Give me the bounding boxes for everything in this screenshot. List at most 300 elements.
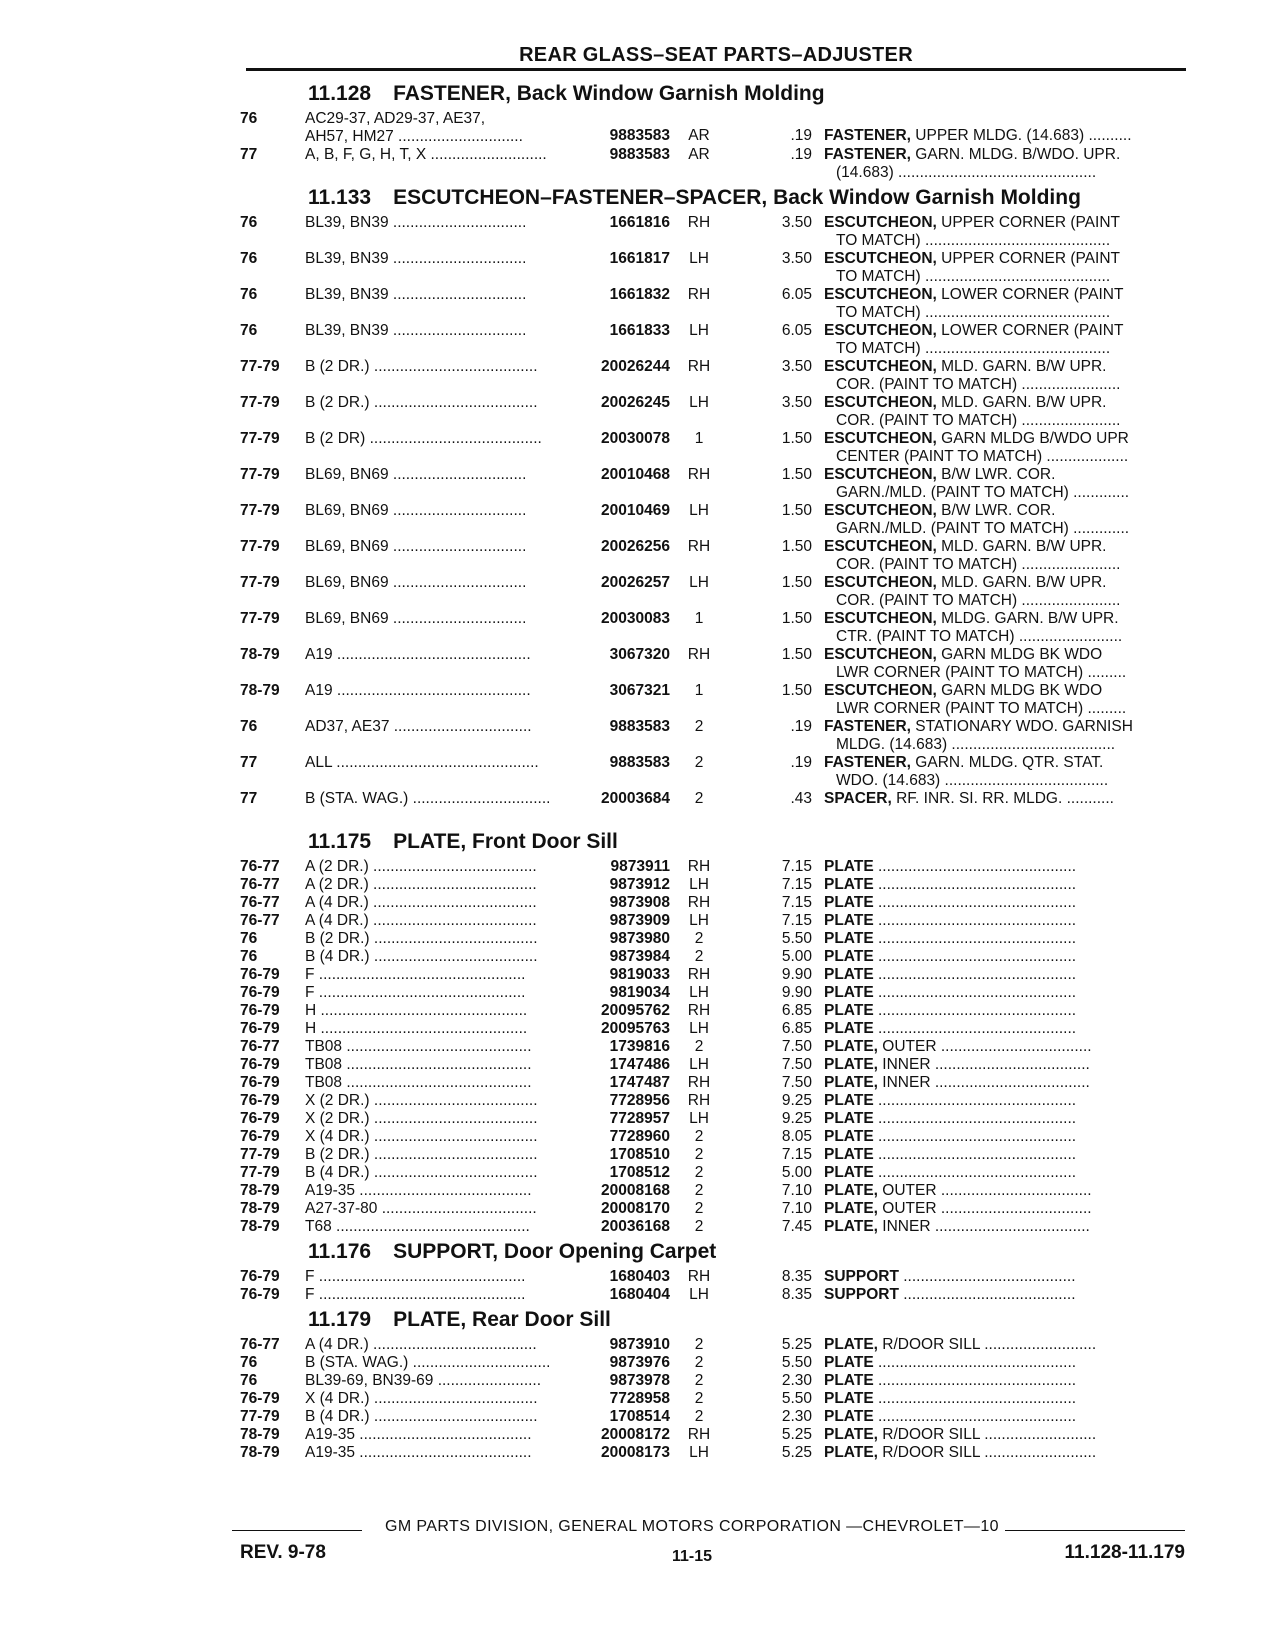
price: 9.25 <box>781 1110 812 1127</box>
price: 7.15 <box>781 894 812 911</box>
model-year: 76 <box>240 286 258 303</box>
quantity: 2 <box>694 930 704 947</box>
application-line: TB08 ........................................... <box>305 1056 532 1073</box>
part-number: 20026245 <box>601 394 670 411</box>
parts-row <box>240 538 1186 574</box>
description-text: R/DOOR SILL .......................... <box>882 1444 1097 1461</box>
model-year: 77-79 <box>240 538 280 555</box>
price: 7.10 <box>781 1200 812 1217</box>
description-continued: TO MATCH) ........................................... <box>836 268 1111 285</box>
description-text: RF. INR. SI. RR. MLDG. ........... <box>896 790 1114 807</box>
application <box>305 394 577 412</box>
quantity: RH <box>687 1426 711 1443</box>
description-name: PLATE, <box>824 1056 878 1073</box>
price: .19 <box>790 127 812 144</box>
description-name: ESCUTCHEON, <box>824 466 937 483</box>
description <box>824 1426 1186 1444</box>
part-number: 20010468 <box>601 466 670 483</box>
model-year: 76-79 <box>240 1002 280 1019</box>
description-text: ........................................ <box>903 1286 1076 1303</box>
part-number: 9873984 <box>609 948 670 965</box>
section-title: SUPPORT, Door Opening Carpet <box>393 1240 717 1263</box>
application <box>305 574 577 592</box>
section-number: 11.176 <box>308 1240 372 1263</box>
quantity: 2 <box>694 754 704 771</box>
part-number: 7728960 <box>609 1128 670 1145</box>
description <box>824 1200 1186 1218</box>
model-year: 78-79 <box>240 646 280 663</box>
parts-row <box>240 1390 1186 1408</box>
application-line: A (2 DR.) ...................................... <box>305 858 537 875</box>
parts-row <box>240 718 1186 754</box>
parts-row <box>240 610 1186 646</box>
description-text: .............................................. <box>877 930 1077 947</box>
application <box>305 110 577 146</box>
model-year: 76-79 <box>240 1268 280 1285</box>
model-year: 76-77 <box>240 876 280 893</box>
price: 8.35 <box>781 1286 812 1303</box>
description-name: PLATE <box>824 930 874 947</box>
description-text: INNER .................................... <box>882 1074 1090 1091</box>
description-continued: LWR CORNER (PAINT TO MATCH) ......... <box>836 700 1127 717</box>
price: 7.45 <box>781 1218 812 1235</box>
description-text: GARN. MLDG. B/WDO. UPR. <box>915 146 1121 163</box>
application-line: BL39, BN39 ............................... <box>305 250 527 267</box>
description <box>824 1268 1186 1286</box>
description-continued: COR. (PAINT TO MATCH) ....................... <box>836 556 1121 573</box>
part-number: 20026257 <box>601 574 670 591</box>
parts-row <box>240 930 1186 948</box>
model-year: 77-79 <box>240 430 280 447</box>
part-number: 20003684 <box>601 790 670 807</box>
description <box>824 1336 1186 1354</box>
application-line: BL39, BN39 ............................... <box>305 322 527 339</box>
parts-row <box>240 1146 1186 1164</box>
description-name: PLATE <box>824 1020 874 1037</box>
parts-row <box>240 1268 1186 1286</box>
quantity: 2 <box>694 718 704 735</box>
application-line: B (2 DR.) ...................................... <box>305 1146 538 1163</box>
quantity: 2 <box>694 1354 704 1371</box>
parts-row <box>240 966 1186 984</box>
description-name: ESCUTCHEON, <box>824 322 937 339</box>
application <box>305 1218 577 1236</box>
description <box>824 1110 1186 1128</box>
price: 7.15 <box>781 1146 812 1163</box>
application-line: B (STA. WAG.) ................................ <box>305 1354 551 1371</box>
parts-row <box>240 502 1186 538</box>
quantity: 2 <box>694 1408 704 1425</box>
model-year: 76-79 <box>240 984 280 1001</box>
description <box>824 682 1186 718</box>
description-name: PLATE <box>824 912 874 929</box>
application-line: A (4 DR.) ...................................... <box>305 894 537 911</box>
parts-row <box>240 466 1186 502</box>
application-line: AH57, HM27 ............................. <box>305 128 523 145</box>
application-line: B (2 DR) ........................................ <box>305 430 542 447</box>
parts-row <box>240 1110 1186 1128</box>
application <box>305 894 577 912</box>
description-name: PLATE, <box>824 1200 878 1217</box>
price: 1.50 <box>781 430 812 447</box>
parts-row <box>240 1218 1186 1236</box>
part-number: 1661832 <box>609 286 670 303</box>
price: 1.50 <box>781 538 812 555</box>
section-heading <box>240 182 1186 214</box>
description-text: GARN MLDG BK WDO <box>941 646 1103 663</box>
model-year: 76 <box>240 1354 258 1371</box>
description-text: UPPER CORNER (PAINT <box>941 250 1120 267</box>
description-continued: TO MATCH) ........................................... <box>836 340 1111 357</box>
footer-rule-right <box>1005 1530 1185 1531</box>
parts-row <box>240 876 1186 894</box>
model-year: 77-79 <box>240 1146 280 1163</box>
part-number: 7728957 <box>609 1110 670 1127</box>
application-line: A27-37-80 .................................... <box>305 1200 537 1217</box>
application <box>305 286 577 304</box>
quantity: RH <box>687 466 711 483</box>
description-continued: COR. (PAINT TO MATCH) ....................... <box>836 376 1121 393</box>
quantity: LH <box>689 1110 709 1127</box>
application <box>305 876 577 894</box>
quantity: LH <box>689 984 709 1001</box>
application <box>305 1354 577 1372</box>
description-name: FASTENER, <box>824 146 911 163</box>
description <box>824 1354 1186 1372</box>
part-number: 9873909 <box>609 912 670 929</box>
price: 5.00 <box>781 1164 812 1181</box>
description <box>824 718 1186 754</box>
parts-row <box>240 754 1186 790</box>
application-line: AD37, AE37 ................................ <box>305 718 532 735</box>
description-continued: TO MATCH) ........................................... <box>836 304 1111 321</box>
part-number: 1739816 <box>609 1038 670 1055</box>
description-name: PLATE <box>824 1390 874 1407</box>
description <box>824 966 1186 984</box>
description-name: ESCUTCHEON, <box>824 646 937 663</box>
model-year: 78-79 <box>240 1200 280 1217</box>
model-year: 76 <box>240 322 258 339</box>
part-number: 20095763 <box>601 1020 670 1037</box>
description <box>824 1372 1186 1390</box>
application <box>305 646 577 664</box>
description <box>824 322 1186 358</box>
application-line: A19 ............................................. <box>305 682 531 699</box>
model-year: 76-77 <box>240 1336 280 1353</box>
description-continued: CENTER (PAINT TO MATCH) ................... <box>836 448 1129 465</box>
quantity: RH <box>687 1268 711 1285</box>
application-line: H ................................................ <box>305 1020 528 1037</box>
parts-row <box>240 894 1186 912</box>
quantity: 1 <box>694 610 704 627</box>
quantity: RH <box>687 286 711 303</box>
model-year: 76 <box>240 110 258 127</box>
price: 1.50 <box>781 610 812 627</box>
parts-row <box>240 146 1186 182</box>
application-line: X (4 DR.) ...................................... <box>305 1390 538 1407</box>
description <box>824 984 1186 1002</box>
quantity: LH <box>689 1444 709 1461</box>
price: .19 <box>790 754 812 771</box>
parts-row <box>240 1092 1186 1110</box>
part-number: 1708512 <box>609 1164 670 1181</box>
application <box>305 858 577 876</box>
description <box>824 1444 1186 1462</box>
description <box>824 1286 1186 1304</box>
quantity: LH <box>689 502 709 519</box>
price: 3.50 <box>781 214 812 231</box>
application <box>305 1164 577 1182</box>
model-year: 77-79 <box>240 502 280 519</box>
description-continued: MLDG. (14.683) ...................................... <box>836 736 1116 753</box>
model-year: 76-79 <box>240 1074 280 1091</box>
application-line: BL39-69, BN39-69 ........................ <box>305 1372 542 1389</box>
quantity: LH <box>689 1020 709 1037</box>
section-number: 11.133 <box>308 186 372 209</box>
price: 9.90 <box>781 984 812 1001</box>
model-year: 76-79 <box>240 1110 280 1127</box>
description-continued: CTR. (PAINT TO MATCH) ........................ <box>836 628 1123 645</box>
description <box>824 250 1186 286</box>
description <box>824 1074 1186 1092</box>
price: 2.30 <box>781 1372 812 1389</box>
price: 8.35 <box>781 1268 812 1285</box>
description-name: SPACER, <box>824 790 892 807</box>
part-number: 9873976 <box>609 1354 670 1371</box>
model-year: 77-79 <box>240 394 280 411</box>
description-name: PLATE <box>824 858 874 875</box>
description-text: MLD. GARN. B/W UPR. <box>941 358 1107 375</box>
price: 1.50 <box>781 646 812 663</box>
description-text: UPPER CORNER (PAINT <box>941 214 1120 231</box>
description <box>824 1092 1186 1110</box>
quantity: RH <box>687 1002 711 1019</box>
description-name: PLATE <box>824 1372 874 1389</box>
part-number: 1708514 <box>609 1408 670 1425</box>
section-title: FASTENER, Back Window Garnish Molding <box>393 82 825 105</box>
price: 7.15 <box>781 912 812 929</box>
quantity: 1 <box>694 430 704 447</box>
price: 1.50 <box>781 502 812 519</box>
parts-row <box>240 1408 1186 1426</box>
description-text: UPPER MLDG. (14.683) .......... <box>915 127 1132 144</box>
quantity: AR <box>688 146 710 163</box>
description-text: .............................................. <box>877 1128 1077 1145</box>
description <box>824 610 1186 646</box>
price: 5.25 <box>781 1426 812 1443</box>
parts-row <box>240 358 1186 394</box>
description <box>824 1128 1186 1146</box>
quantity: RH <box>687 214 711 231</box>
parts-row <box>240 1444 1186 1462</box>
application <box>305 1110 577 1128</box>
parts-row <box>240 790 1186 826</box>
application <box>305 1444 577 1462</box>
description-name: PLATE, <box>824 1182 878 1199</box>
model-year: 76-77 <box>240 894 280 911</box>
description-name: PLATE, <box>824 1426 878 1443</box>
parts-row <box>240 1426 1186 1444</box>
model-year: 77-79 <box>240 358 280 375</box>
description <box>824 430 1186 466</box>
model-year: 77-79 <box>240 466 280 483</box>
part-number: 20026256 <box>601 538 670 555</box>
application <box>305 1390 577 1408</box>
description-text: STATIONARY WDO. GARNISH <box>915 718 1133 735</box>
parts-row <box>240 912 1186 930</box>
part-number: 1680403 <box>609 1268 670 1285</box>
application-line: TB08 ........................................... <box>305 1038 532 1055</box>
section-number: 11.179 <box>308 1308 372 1331</box>
price: 5.00 <box>781 948 812 965</box>
description <box>824 127 1186 145</box>
description <box>824 574 1186 610</box>
application-line: B (2 DR.) ...................................... <box>305 358 538 375</box>
description-continued: COR. (PAINT TO MATCH) ....................... <box>836 592 1121 609</box>
description-text: R/DOOR SILL .......................... <box>882 1426 1097 1443</box>
application-line: ALL ............................................... <box>305 754 539 771</box>
application <box>305 984 577 1002</box>
description-name: FASTENER, <box>824 718 911 735</box>
part-number: 1708510 <box>609 1146 670 1163</box>
description-name: ESCUTCHEON, <box>824 214 937 231</box>
description-name: ESCUTCHEON, <box>824 574 937 591</box>
parts-row <box>240 1336 1186 1354</box>
description <box>824 358 1186 394</box>
section-number: 11.175 <box>308 830 372 853</box>
description-name: PLATE <box>824 894 874 911</box>
description <box>824 858 1186 876</box>
quantity: 2 <box>694 1146 704 1163</box>
model-year: 76 <box>240 948 258 965</box>
part-number: 9873908 <box>609 894 670 911</box>
application-line: F ................................................ <box>305 966 526 983</box>
application-line: F ................................................ <box>305 1286 526 1303</box>
application-line: B (4 DR.) ...................................... <box>305 948 538 965</box>
title-rule <box>246 68 1186 71</box>
quantity: LH <box>689 574 709 591</box>
description <box>824 948 1186 966</box>
description-text: GARN MLDG B/WDO UPR <box>941 430 1129 447</box>
quantity: RH <box>687 538 711 555</box>
description-name: PLATE <box>824 1128 874 1145</box>
quantity: 2 <box>694 1200 704 1217</box>
model-year: 77-79 <box>240 610 280 627</box>
price: 1.50 <box>781 466 812 483</box>
description-name: ESCUTCHEON, <box>824 502 937 519</box>
description-continued: LWR CORNER (PAINT TO MATCH) ......... <box>836 664 1127 681</box>
description-text: GARN MLDG BK WDO <box>941 682 1103 699</box>
application-line: F ................................................ <box>305 984 526 1001</box>
parts-row <box>240 646 1186 682</box>
description <box>824 930 1186 948</box>
model-year: 78-79 <box>240 1218 280 1235</box>
description <box>824 876 1186 894</box>
quantity: AR <box>688 127 710 144</box>
quantity: LH <box>689 394 709 411</box>
description-name: ESCUTCHEON, <box>824 250 937 267</box>
section-heading <box>240 78 1186 110</box>
description-continued: GARN./MLD. (PAINT TO MATCH) ............. <box>836 520 1130 537</box>
application-line: B (4 DR.) ...................................... <box>305 1408 538 1425</box>
description-text: MLD. GARN. B/W UPR. <box>941 394 1107 411</box>
description-continued: GARN./MLD. (PAINT TO MATCH) ............. <box>836 484 1130 501</box>
application <box>305 1182 577 1200</box>
parts-row <box>240 394 1186 430</box>
section-title: ESCUTCHEON–FASTENER–SPACER, Back Window Garnish Molding <box>393 186 1081 209</box>
part-number: 9873910 <box>609 1336 670 1353</box>
description-text: .............................................. <box>877 858 1077 875</box>
description-text: .............................................. <box>877 876 1077 893</box>
description-continued: TO MATCH) ........................................... <box>836 232 1111 249</box>
application-line: BL39, BN39 ............................... <box>305 214 527 231</box>
description-text: .............................................. <box>877 1408 1077 1425</box>
parts-row <box>240 110 1186 146</box>
price: 1.50 <box>781 682 812 699</box>
description-name: PLATE <box>824 1408 874 1425</box>
application <box>305 754 577 772</box>
application <box>305 948 577 966</box>
application-line: A, B, F, G, H, T, X ........................... <box>305 146 547 163</box>
application-line: H ................................................ <box>305 1002 528 1019</box>
parts-row <box>240 250 1186 286</box>
parts-row <box>240 1286 1186 1304</box>
price: 6.85 <box>781 1020 812 1037</box>
footer-page-number: 11-15 <box>672 1548 713 1565</box>
model-year: 76 <box>240 1372 258 1389</box>
parts-row <box>240 1128 1186 1146</box>
parts-row <box>240 858 1186 876</box>
part-number: 9873978 <box>609 1372 670 1389</box>
application-line: AC29-37, AD29-37, AE37, <box>305 110 486 127</box>
price: 6.05 <box>781 286 812 303</box>
part-number: 20008170 <box>601 1200 670 1217</box>
application-line: BL69, BN69 ............................... <box>305 466 527 483</box>
application <box>305 1200 577 1218</box>
price: .19 <box>790 146 812 163</box>
application-line: B (2 DR.) ...................................... <box>305 394 538 411</box>
application <box>305 502 577 520</box>
application <box>305 538 577 556</box>
description-continued: (14.683) .............................................. <box>836 164 1097 181</box>
application-line: X (4 DR.) ...................................... <box>305 1128 538 1145</box>
description-name: ESCUTCHEON, <box>824 430 937 447</box>
description-text: .............................................. <box>877 894 1077 911</box>
description <box>824 1146 1186 1164</box>
price: 5.50 <box>781 1390 812 1407</box>
part-number: 1747487 <box>609 1074 670 1091</box>
description-name: PLATE <box>824 984 874 1001</box>
description-name: ESCUTCHEON, <box>824 610 937 627</box>
description <box>824 1056 1186 1074</box>
description-text: .............................................. <box>877 1020 1077 1037</box>
description-text: ........................................ <box>903 1268 1076 1285</box>
description <box>824 1002 1186 1020</box>
page-title: REAR GLASS–SEAT PARTS–ADJUSTER <box>519 44 913 66</box>
price: 3.50 <box>781 250 812 267</box>
application-line: T68 ............................................. <box>305 1218 530 1235</box>
price: 5.50 <box>781 1354 812 1371</box>
model-year: 77-79 <box>240 1408 280 1425</box>
description-name: PLATE <box>824 1146 874 1163</box>
quantity: RH <box>687 1092 711 1109</box>
model-year: 77 <box>240 754 258 771</box>
application-line: BL39, BN39 ............................... <box>305 286 527 303</box>
application-line: X (2 DR.) ...................................... <box>305 1110 538 1127</box>
description <box>824 538 1186 574</box>
parts-row <box>240 430 1186 466</box>
application-line: A (2 DR.) ...................................... <box>305 876 537 893</box>
